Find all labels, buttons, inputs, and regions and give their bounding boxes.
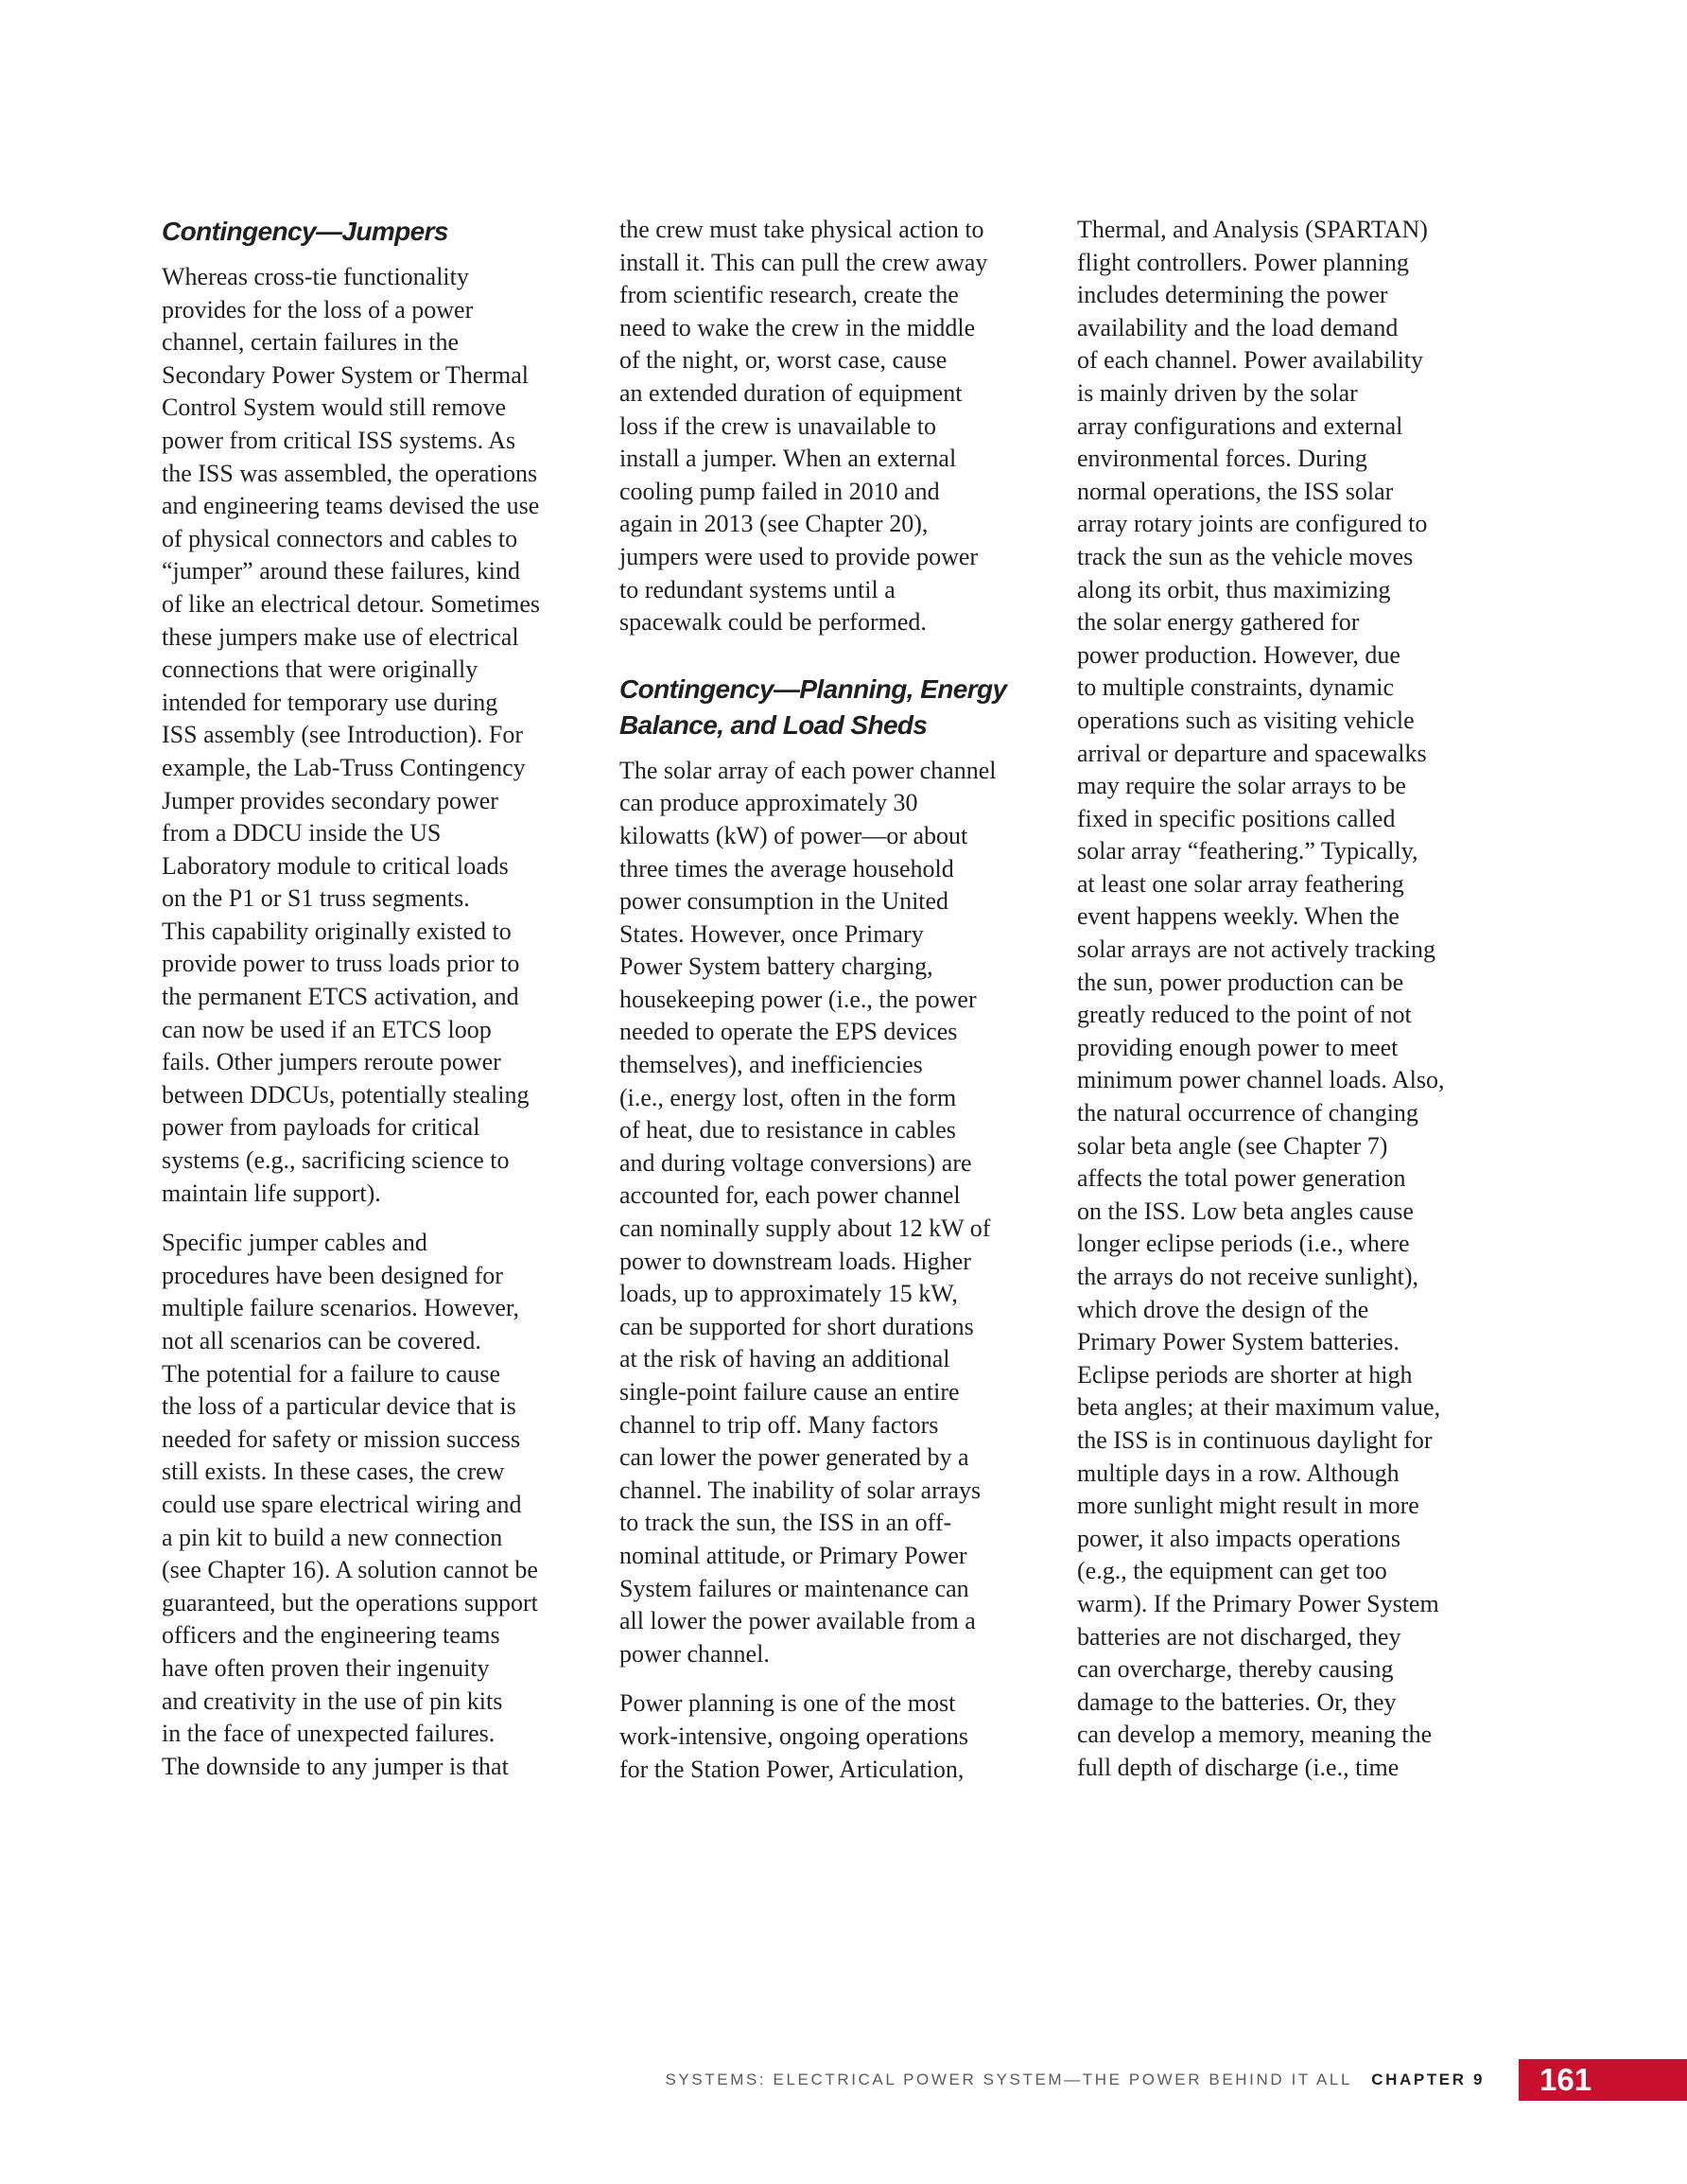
chapter-label: CHAPTER 9: [1371, 2070, 1485, 2088]
paragraph: The solar array of each power channel can produce approximately 30 kilowatts (kW) of power—or about three times the average household power consumption in the United States. However, once Primary Power System battery charging, housekeeping power (i.e., the power needed to operate the EPS devices themselves), and inefficiencies (i.e., energy lost, often in the form of heat, due to resistance in cables and during voltage conversions) are accounted for, each power channel can nominally supply about 12 kW of power to downstream loads. Higher loads, up to approximately 15 kW, can be supported for short durations at the risk of having an additional single-point failure cause an entire channel to trip off. Many factors can lower the power generated by a channel. The inability of solar arrays to track the sun, the ISS in an off- nominal attitude, or Primary Power System failures or maintenance can all lower the power available from a power channel.: [619, 756, 997, 1668]
section-heading-planning: Contingency—Planning, Energy Balance, and Load Sheds: [619, 673, 1007, 740]
paragraph: Power planning is one of the most work-intensive, ongoing operations for the Station Power, Articulation,: [619, 1689, 968, 1783]
page-footer: [0, 2059, 1687, 2101]
paragraph: Thermal, and Analysis (SPARTAN) flight controllers. Power planning includes determining the power availability and the load demand of each channel. Power availability is mainly driven by the solar array configurations and external environmental forces. During normal operations, the ISS solar array rotary joints are configured to track the sun as the vehicle moves along its orbit, thus maximizing the solar energy gathered for power production. However, due to multiple constraints, dynamic operations such as visiting vehicle arrival or departure and spacewalks may require the solar arrays to be fixed in specific positions called solar array “feathering.” Typically, at least one solar array feathering event happens weekly. When the solar arrays are not actively tracking the sun, power production can be greatly reduced to the point of not providing enough power to meet minimum power channel loads. Also, the natural occurrence of changing solar beta angle (see Chapter 7) affects the total power generation on the ISS. Low beta angles cause longer eclipse periods (i.e., where the arrays do not receive sunlight), which drove the design of the Primary Power System batteries. Eclipse periods are shorter at high beta angles; at their maximum value, the ISS is in continuous daylight for multiple days in a row. Although more sunlight might result in more power, it also impacts operations (e.g., the equipment can get too warm). If the Primary Power System batteries are not discharged, they can overcharge, thereby causing damage to the batteries. Or, they can develop a memory, meaning the full depth of discharge (i.e., time: [1077, 216, 1445, 1781]
page-number: 161: [1519, 2059, 1687, 2101]
column-2: [619, 214, 1050, 1803]
running-title: SYSTEMS: ELECTRICAL POWER SYSTEM—THE POWER BEHIND IT ALL: [665, 2070, 1352, 2088]
column-3: [1077, 214, 1522, 1802]
paragraph: the crew must take physical action to install it. This can pull the crew away from scientific research, create the need to wake the crew in the middle of the night, or, worst case, cause an extended duration of equipment loss if the crew is unavailable to install a jumper. When an external cooling pump failed in 2010 and again in 2013 (see Chapter 20), jumpers were used to provide power to redundant systems until a spacewalk could be performed.: [619, 216, 988, 637]
section-heading-jumpers: Contingency—Jumpers: [162, 217, 448, 246]
paragraph: Whereas cross-tie functionality provides for the loss of a power channel, certain failures in the Secondary Power System or Thermal Control System would still remove power from critical ISS systems. As the ISS was assembled, the operations and engineering teams devised the use of physical connectors and cables to “jumper” around these failures, kind of like an electrical detour. Sometimes these jumpers make use of electrical connections that were originally intended for temporary use during ISS assembly (see Introduction). For example, the Lab-Truss Contingency Jumper provides secondary power from a DDCU inside the US Laboratory module to critical loads on the P1 or S1 truss segments. This capability originally existed to provide power to truss loads prior to the permanent ETCS activation, and can now be used if an ETCS loop fails. Other jumpers reroute power between DDCUs, potentially stealing power from payloads for critical systems (e.g., sacrificing science to maintain life support).: [162, 263, 540, 1207]
column-1: [162, 214, 592, 1800]
paragraph: Specific jumper cables and procedures have been designed for multiple failure scenarios. However, not all scenarios can be covered. The potential for a failure to cause the loss of a particular device that is needed for safety or mission success still exists. In these cases, the crew could use spare electrical wiring and a pin kit to build a new connection (see Chapter 16). A solution cannot be guaranteed, but the operations support officers and the engineering teams have often proven their ingenuity and creativity in the use of pin kits in the face of unexpected failures. The downside to any jumper is that: [162, 1229, 538, 1780]
